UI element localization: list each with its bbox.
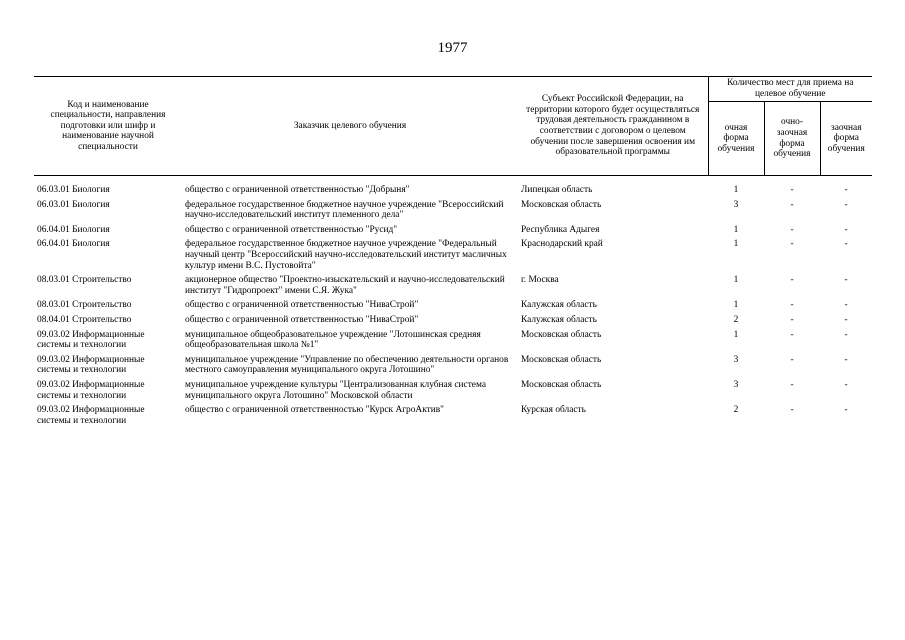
cell-full-time: 1 <box>733 275 739 286</box>
cell-part-time: - <box>790 314 794 325</box>
cell-part-time: - <box>790 405 794 416</box>
cell-full-time: 2 <box>733 314 739 325</box>
table-row <box>34 315 872 330</box>
header-customer: Заказчик целевого обучения <box>182 77 518 176</box>
cell-code: 08.03.01 Строительство <box>37 275 132 286</box>
cell-extramural: - <box>844 185 848 195</box>
cell-extramural: - <box>844 329 848 340</box>
cell-region: Московская область <box>521 379 602 390</box>
cell-extramural: - <box>844 224 848 235</box>
cell-code: 08.04.01 Строительство <box>37 314 132 325</box>
table-row <box>34 330 872 355</box>
cell-extramural: - <box>844 405 848 416</box>
cell-full-time: 1 <box>733 329 739 340</box>
cell-customer: общество с ограниченной ответственностью "Курск АгроАктив" <box>185 405 445 416</box>
table-row <box>34 405 872 430</box>
cell-customer: общество с ограниченной ответственностью "Добрыня" <box>185 185 410 195</box>
cell-code: 06.03.01 Биология <box>37 185 110 195</box>
cell-full-time: 3 <box>733 354 739 365</box>
cell-full-time: 1 <box>733 300 739 311</box>
cell-extramural: - <box>844 300 848 311</box>
table-row <box>34 355 872 380</box>
cell-region: Калужская область <box>521 300 597 311</box>
table-row <box>34 300 872 315</box>
cell-extramural: - <box>844 379 848 390</box>
table-row <box>34 275 872 300</box>
cell-customer: муниципальное общеобразовательное учреждение "Лотошинская средняя общеобразовательная школа №1" <box>185 329 481 351</box>
cell-customer: акционерное общество "Проектно-изыскательский и научно-исследовательский институт "Гидропроект" имени С.Я. Жука" <box>185 275 505 296</box>
cell-region: Московская область <box>521 329 602 340</box>
cell-region: Липецкая область <box>521 185 593 195</box>
cell-part-time: - <box>790 239 794 250</box>
cell-customer: муниципальное учреждение культуры "Централизованная клубная система муниципального округа Лотошино" Московской области <box>185 379 487 401</box>
table-row <box>34 185 872 200</box>
cell-full-time: 1 <box>733 185 739 195</box>
cell-full-time: 1 <box>733 224 739 235</box>
cell-extramural: - <box>844 275 848 286</box>
table-body <box>34 176 872 431</box>
cell-part-time: - <box>790 329 794 340</box>
cell-code: 09.03.02 Информационные системы и технологии <box>37 329 145 351</box>
cell-code: 06.03.01 Биология <box>37 199 110 210</box>
target-training-table <box>34 76 872 430</box>
cell-extramural: - <box>844 239 848 250</box>
cell-code: 09.03.02 Информационные системы и технологии <box>37 405 145 426</box>
table-row <box>34 200 872 225</box>
cell-full-time: 3 <box>733 199 739 210</box>
page-number: 1977 <box>437 40 468 56</box>
cell-extramural: - <box>844 354 848 365</box>
cell-region: Республика Адыгея <box>521 224 600 235</box>
cell-customer: общество с ограниченной ответственностью "НиваСтрой" <box>185 314 419 325</box>
cell-part-time: - <box>790 300 794 311</box>
table-row <box>34 225 872 240</box>
cell-customer: муниципальное учреждение "Управление по обеспечению деятельности органов местного самоуправления муниципального округа Лотошино" <box>185 354 509 376</box>
cell-customer: общество с ограниченной ответственностью "НиваСтрой" <box>185 300 419 311</box>
cell-region: Краснодарский край <box>521 239 603 250</box>
table-row <box>34 239 872 275</box>
cell-part-time: - <box>790 275 794 286</box>
header-part-time: очно-заочная форма обучения <box>764 102 820 176</box>
cell-extramural: - <box>844 199 848 210</box>
header-full-time: очная форма обучения <box>708 102 764 176</box>
cell-region: Калужская область <box>521 314 597 325</box>
cell-customer: общество с ограниченной ответственностью "Русид" <box>185 224 398 235</box>
cell-extramural: - <box>844 314 848 325</box>
cell-part-time: - <box>790 354 794 365</box>
cell-code: 09.03.02 Информационные системы и технологии <box>37 379 145 401</box>
cell-region: Курская область <box>521 405 586 416</box>
header-region: Субъект Российской Федерации, на территории которого будет осуществляться трудовая деятельность гражданином в соответствии с договором о целевом обучении после завершения освоения им образовательной программы <box>518 77 708 176</box>
cell-code: 09.03.02 Информационные системы и технологии <box>37 354 145 376</box>
cell-part-time: - <box>790 185 794 195</box>
cell-part-time: - <box>790 224 794 235</box>
cell-customer: федеральное государственное бюджетное научное учреждение "Всероссийский научно-исследовательский институт племенного дела" <box>185 199 504 221</box>
cell-code: 06.04.01 Биология <box>37 224 110 235</box>
cell-full-time: 3 <box>733 379 739 390</box>
cell-customer: федеральное государственное бюджетное научное учреждение "Федеральный научный центр "Всероссийский научно-исследовательский институт масличных культур имени В.С. Пустовойта" <box>185 239 507 271</box>
cell-part-time: - <box>790 199 794 210</box>
cell-full-time: 1 <box>733 239 739 250</box>
cell-part-time: - <box>790 379 794 390</box>
cell-region: Московская область <box>521 199 602 210</box>
header-places: Количество мест для приема на целевое обучение <box>708 77 872 102</box>
header-code: Код и наименование специальности, направления подготовки или шифр и наименование научной специальности <box>34 77 182 176</box>
cell-full-time: 2 <box>733 405 739 416</box>
table-row <box>34 380 872 405</box>
cell-region: г. Москва <box>521 275 559 286</box>
cell-code: 08.03.01 Строительство <box>37 300 132 311</box>
header-extramural: заочная форма обучения <box>820 102 872 176</box>
cell-code: 06.04.01 Биология <box>37 239 110 250</box>
cell-region: Московская область <box>521 354 602 365</box>
